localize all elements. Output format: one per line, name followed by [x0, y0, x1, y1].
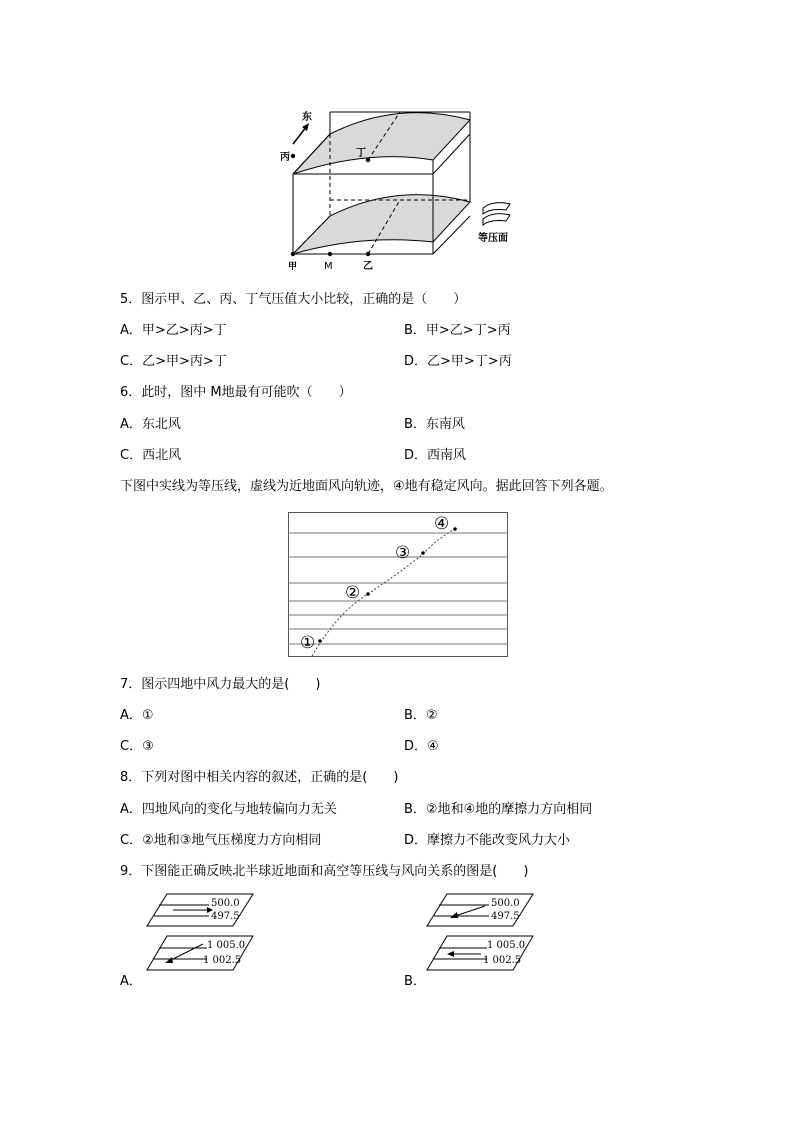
point-1-label: ①: [300, 633, 316, 653]
question-9-option-b-figure[interactable]: [425, 892, 537, 976]
question-8-stem: 8．下列对图中相关内容的叙述，正确的是( ): [120, 770, 399, 785]
question-7-option-a[interactable]: A．①: [120, 708, 154, 723]
question-5-option-d[interactable]: D．乙>甲>丁>丙: [404, 354, 512, 369]
question-9-option-a[interactable]: A．: [120, 974, 142, 989]
question-7-option-c[interactable]: C．③: [120, 739, 154, 754]
east-label: 东: [302, 112, 312, 123]
question-5-option-c[interactable]: C．乙>甲>丙>丁: [120, 354, 227, 369]
point-m-label: M: [324, 261, 333, 272]
question-9-option-b[interactable]: B．: [404, 974, 426, 989]
question-6-option-b[interactable]: B．东南风: [404, 417, 465, 432]
option-a-lower-bottom-value: 1 002.5: [203, 955, 242, 966]
isobaric-surface-figure: [278, 104, 518, 274]
question-9-option-a-figure[interactable]: [145, 892, 257, 976]
point-2-label: ②: [345, 583, 361, 603]
isobar-wind-diagram: [288, 512, 508, 658]
question-5-option-b[interactable]: B．甲>乙>丁>丙: [404, 323, 511, 338]
isobaric-surface-diagram: [278, 104, 518, 274]
question-5-option-a[interactable]: A．甲>乙>丙>丁: [120, 323, 227, 338]
option-a-upper-top-value: 500.0: [211, 898, 240, 909]
option-b-upper-top-value: 500.0: [491, 898, 520, 909]
point-bing-label: 丙: [280, 152, 290, 163]
passage-intro: 下图中实线为等压线，虚线为近地面风向轨迹，④地有稳定风向。据此回答下列各题。: [120, 479, 613, 494]
question-7-option-b[interactable]: B．②: [404, 708, 438, 723]
option-b-diagram: [425, 892, 537, 976]
option-a-upper-bottom-value: 497.5: [211, 911, 240, 922]
option-a-diagram: [145, 892, 257, 976]
question-6-stem: 6．此时，图中 M地最有可能吹（ ）: [120, 385, 352, 400]
question-8-option-b[interactable]: B．②地和④地的摩擦力方向相同: [404, 802, 593, 817]
point-jia-label: 甲: [288, 262, 298, 272]
question-9-stem: 9．下图能正确反映北半球近地面和高空等压线与风向关系的图是( ): [120, 864, 529, 879]
point-ding-label: 丁: [356, 148, 366, 159]
question-8-option-d[interactable]: D．摩擦力不能改变风力大小: [404, 833, 571, 848]
option-b-upper-bottom-value: 497.5: [491, 911, 520, 922]
option-b-lower-top-value: 1 005.0: [487, 940, 526, 951]
option-b-lower-bottom-value: 1 002.5: [483, 955, 522, 966]
isobar-wind-figure: [288, 512, 508, 658]
question-5-stem: 5．图示甲、乙、丙、丁气压值大小比较，正确的是（ ）: [120, 292, 467, 307]
question-7-option-d[interactable]: D．④: [404, 739, 439, 754]
point-yi-label: 乙: [363, 261, 373, 272]
point-3-label: ③: [395, 543, 411, 563]
question-7-stem: 7．图示四地中风力最大的是( ): [120, 677, 321, 692]
question-8-option-c[interactable]: C．②地和③地气压梯度力方向相同: [120, 833, 322, 848]
question-6-option-a[interactable]: A．东北风: [120, 417, 181, 432]
option-a-lower-top-value: 1 005.0: [207, 940, 246, 951]
question-8-option-a[interactable]: A．四地风向的变化与地转偏向力无关: [120, 802, 337, 817]
point-4-label: ④: [434, 514, 450, 534]
question-6-option-c[interactable]: C．西北风: [120, 448, 182, 463]
legend-isobaric-label: 等压面: [478, 233, 508, 244]
question-6-option-d[interactable]: D．西南风: [404, 448, 467, 463]
